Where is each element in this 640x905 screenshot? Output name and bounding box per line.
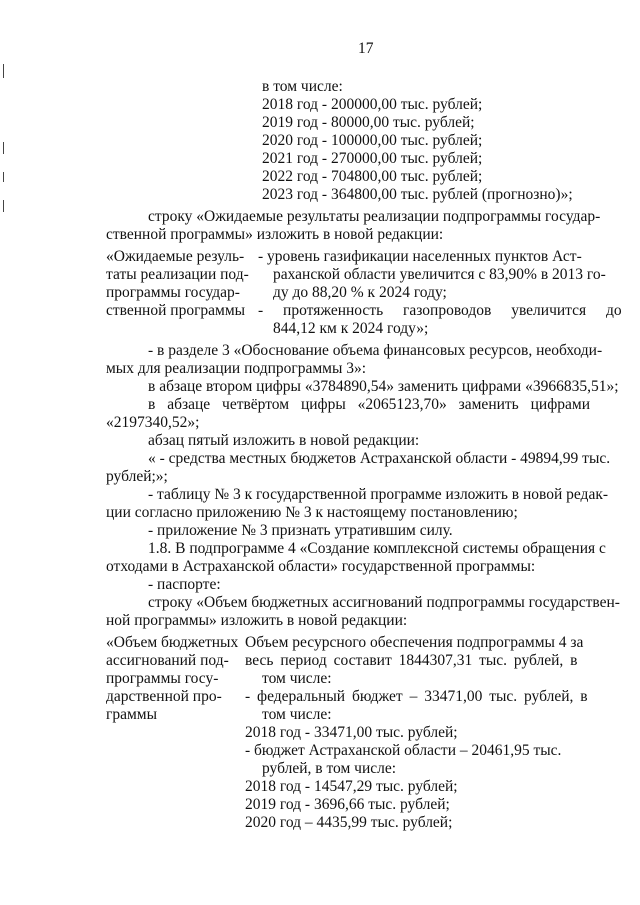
para-budget-line2: ной программы» изложить в новой редакции: — [106, 612, 408, 629]
block1-intro: в том числе: — [262, 78, 343, 95]
table2-right-line: - бюджет Астраханской области – 20461,95 тыс. — [245, 742, 562, 759]
table1-left-line: ственной программы — [106, 302, 246, 319]
section3-quote1: « - средства местных бюджетов Астраханской области - 49894,99 тыс. — [148, 450, 611, 467]
abzac4-word: «2065123,70» — [357, 396, 447, 413]
abzac4-word: в — [148, 396, 156, 413]
table2-left-line: граммы — [106, 706, 158, 723]
section3-abzac2: в абзаце втором цифры «3784890,54» заменить цифрами «3966835,51»; — [148, 378, 619, 395]
section3-line2: мых для реализации подпрограммы 3»: — [106, 360, 367, 377]
table1-left-line: «Ожидаемые резуль- — [106, 248, 245, 265]
table2-right-line: том числе: — [262, 670, 332, 687]
section3-abzac4-end: «2197340,52»; — [106, 414, 200, 431]
passport: - паспорте: — [148, 576, 221, 593]
year-line: 2018 год - 200000,00 тыс. рублей; — [262, 96, 483, 113]
para-budget-line1: строку «Объем бюджетных ассигнований подпрограммы государствен- — [148, 594, 620, 611]
para-results-line2: ственной программы» изложить в новой редакции: — [106, 226, 444, 243]
year-line: 2020 год - 100000,00 тыс. рублей; — [262, 132, 483, 149]
appendix3: - приложение № 3 признать утратившим силу. — [148, 522, 453, 539]
table3-line1: - таблицу № 3 к государственной программе изложить в новой редак- — [148, 486, 609, 503]
table1-right-line — [258, 302, 622, 320]
table1-right-line: 844,12 км к 2024 году»; — [273, 320, 429, 337]
year-line: 2022 год - 704800,00 тыс. рублей; — [262, 168, 483, 185]
table2-right-line: 2019 год - 3696,66 тыс. рублей; — [245, 796, 450, 813]
table2-right-line: Объем ресурсного обеспечения подпрограммы 4 за — [245, 634, 584, 651]
abzac4-word: цифры — [300, 396, 346, 413]
binding-mark — [3, 142, 4, 154]
table2-left-line: дарственной про- — [106, 688, 222, 705]
table2-right-line: 2018 год - 33471,00 тыс. рублей; — [245, 724, 458, 741]
item18-line1: 1.8. В подпрограмме 4 «Создание комплексной системы обращения с — [148, 540, 606, 557]
table2-right-line: 2020 год – 4435,99 тыс. рублей; — [245, 814, 453, 831]
table3-line2: ции согласно приложению № 3 к настоящему постановлению; — [106, 504, 518, 521]
table2-right-line: рублей, в том числе: — [262, 760, 397, 777]
table1-left-line: таты реализации под- — [106, 266, 249, 283]
table2-right-line: весь период составит 1844307,31 тыс. рублей, в — [245, 652, 578, 669]
table2-right-line: - федеральный бюджет – 33471,00 тыс. рублей, в — [245, 688, 588, 705]
section3-abzac5: абзац пятый изложить в новой редакции: — [148, 432, 420, 449]
section3-line1: - в разделе 3 «Обоснование объема финансовых ресурсов, необходи- — [148, 342, 603, 359]
table2-right-line: том числе: — [262, 706, 332, 723]
page-number: 17 — [358, 40, 374, 57]
item18-line2: отходами в Астраханской области» государственной программы: — [106, 558, 536, 575]
year-line: 2019 год - 80000,00 тыс. рублей; — [262, 114, 475, 131]
binding-mark — [3, 64, 4, 78]
abzac4-word: цифрами — [530, 396, 590, 413]
table2-left-line: ассигнований под- — [106, 652, 229, 669]
table1-right-line: - уровень газификации населенных пунктов Аст- — [258, 248, 582, 265]
para-results-line1: строку «Ожидаемые результаты реализации подпрограммы государ- — [148, 208, 601, 225]
abzac4-word: четвёртом — [222, 396, 290, 413]
abzac4-word: заменить — [458, 396, 519, 413]
section3-abzac4 — [148, 396, 590, 414]
table2-right-line: 2018 год - 14547,29 тыс. рублей; — [245, 778, 458, 795]
table1-right-text: - протяженность газопроводов увеличится до — [258, 302, 622, 319]
table2-left-line: «Объем бюджетных — [106, 634, 239, 651]
abzac4-word: абзаце — [167, 396, 211, 413]
table1-right-line: ду до 88,20 % к 2024 году; — [273, 284, 447, 301]
table1-right-line: раханской области увеличится с 83,90% в 2013 го- — [273, 266, 606, 283]
table2-left-line: программы госу- — [106, 670, 219, 687]
table1-left-line: программы государ- — [106, 284, 240, 301]
year-line: 2023 год - 364800,00 тыс. рублей (прогнозно)»; — [262, 186, 573, 203]
section3-quote2: рублей;»; — [106, 468, 168, 485]
year-line: 2021 год - 270000,00 тыс. рублей; — [262, 150, 483, 167]
binding-mark — [3, 200, 4, 212]
binding-mark — [3, 172, 4, 182]
